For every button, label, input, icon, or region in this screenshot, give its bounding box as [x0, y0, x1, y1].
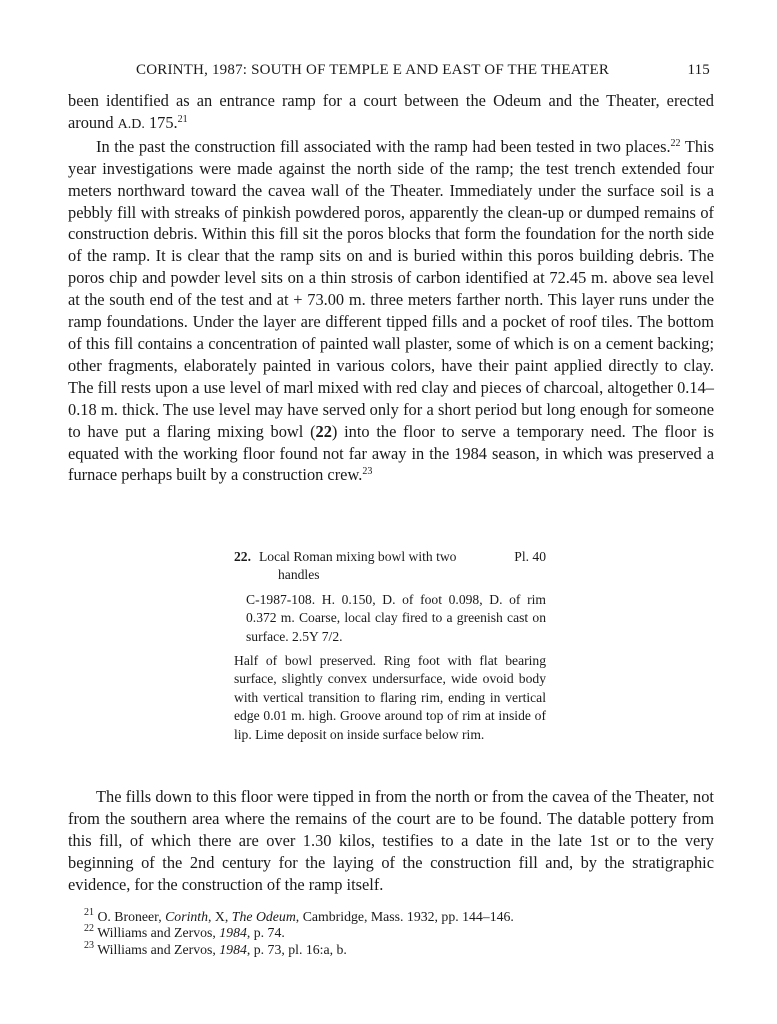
- footnote-text: , Cambridge, Mass. 1932, pp. 144–146.: [295, 909, 514, 924]
- plate-reference[interactable]: Pl. 40: [514, 549, 546, 564]
- footnote-italic: 1984: [219, 925, 247, 941]
- paragraph-2-middle: This year investigations were made against the north side of the ramp; the test trench extended four meters northward toward the cavea wall of the Theater. Immediately under the surface soil is a pebbly fill with streaks of pinkish powdered poros, apparently the clean-up or dumped remains of construction debris. Within this fill sit the poros blocks that form the foundation for the north side of the ramp. It is clear that the ramp sits on and is buried within this poros building debris. The poros chip and powder level sits on a thin strosis of carbon identified at 72.45 m. above sea level at the south end of the test and at + 73.00 m. three meters farther north. This layer runs under the ramp foundations. Under the layer are different tipped fills and a pocket of roof tiles. The bottom of this fill contains a concentration of painted wall plaster, some of which is on a cement backing; other fragments, elaborately painted in various colors, have their paint applied directly to clay. The fill rests upon a use level of marl mixed with red clay and pieces of charcoal, altogether 0.14–0.18 m. thick. The use level may have served only for a short period but long enough for someone to have put a flaring mixing bowl (: [68, 136, 714, 441]
- footnote-num: 23: [84, 939, 94, 951]
- lower-text: [68, 786, 714, 896]
- catalog-details: Half of bowl preserved. Ring foot with flat bearing surface, slightly convex undersurface, wide ovoid body with vertical transition to flaring rim, ending in vertical edge 0.01 m. high. Groove around top of rim at inside of lip. Lime deposit on inside surface below rim.: [234, 653, 546, 742]
- running-title: CORINTH, 1987: SOUTH OF TEMPLE E AND EAST OF THE THEATER: [136, 62, 610, 78]
- footnote-text: , p. 74.: [246, 925, 285, 941]
- footnote-text: , p. 73, pl. 16:a, b.: [246, 941, 347, 957]
- footnote-ref-23[interactable]: 23: [362, 466, 373, 478]
- era-abbrev: A.D.: [117, 116, 145, 132]
- footnote-text: O. Broneer,: [94, 909, 166, 924]
- footnote-text: , X,: [208, 909, 232, 924]
- page-number: 115: [687, 62, 710, 78]
- paragraph-3: The fills down to this floor were tipped in from the north or from the cavea of the Theater, not from the southern area where the remains of the court are to be found. The datable pottery from this fill, of which there are over 1.30 kilos, testifies to a date in the late 1st or to the very beginning of the 2nd century for the laying of the construction fill and, by the stratigraphic evidence, for the construction of the ramp itself.: [68, 787, 714, 894]
- footnote-num: 22: [84, 923, 94, 935]
- footnote-italic: 1984: [219, 941, 247, 957]
- footnote-text: Williams and Zervos,: [94, 941, 220, 957]
- footnote-text: Williams and Zervos,: [94, 925, 220, 941]
- footnote-ref-22[interactable]: 22: [670, 137, 681, 149]
- catalog-entry: [234, 548, 546, 744]
- catalog-heading: [234, 548, 546, 566]
- catalog-title: Local Roman mixing bowl with two: [259, 549, 457, 564]
- footnote-ref-21[interactable]: 21: [177, 113, 188, 125]
- footnote-italic: The Odeum: [231, 909, 296, 924]
- footnote-21: [84, 909, 714, 925]
- page: [68, 62, 714, 486]
- footnote-italic: Corinth: [165, 909, 209, 924]
- footnote-22: [84, 925, 714, 941]
- catalog-description: C-1987-108. H. 0.150, D. of foot 0.098, D. of rim 0.372 m. Coarse, local clay fired to a greenish cast on surface. 2.5Y 7/2.: [246, 591, 546, 644]
- paragraph-2: [68, 136, 714, 487]
- footnotes: [84, 909, 714, 958]
- footnote-num: 21: [84, 907, 94, 918]
- paragraph-2-start: In the past the construction fill associated with the ramp had been tested in two places.: [96, 136, 671, 156]
- catalog-number: 22.: [234, 549, 251, 564]
- paragraph-2-end: ) into the floor to serve a temporary need. The floor is equated with the working floor found not far away in the 1984 season, in which was preserved a furnace perhaps built by a construction crew.: [68, 421, 714, 485]
- footnote-23: [84, 939, 714, 958]
- catalog-title-cont: handles: [278, 567, 320, 583]
- paragraph-1-text: been identified as an entrance ramp for a court between the Odeum and the Theater, erected around: [68, 91, 714, 132]
- paragraph-1-year: 175.: [144, 112, 178, 132]
- running-head: [68, 62, 714, 90]
- paragraph-1: [68, 90, 714, 136]
- catalog-ref-22[interactable]: 22: [315, 421, 332, 441]
